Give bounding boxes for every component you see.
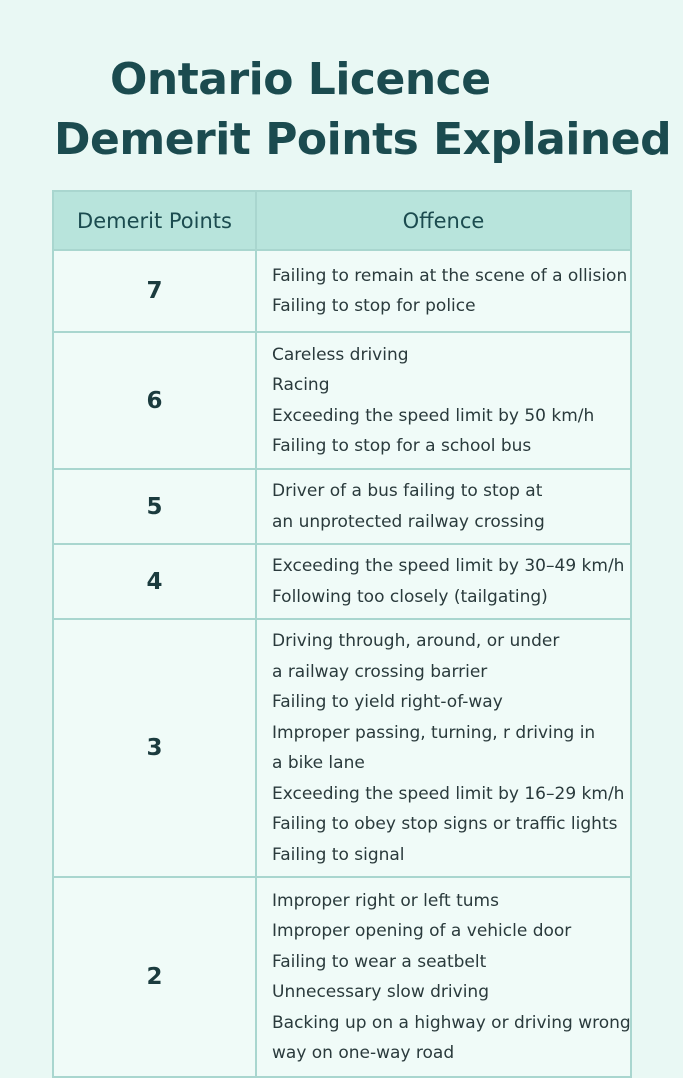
- offence-cell: [256, 544, 631, 619]
- offence-cell: [256, 469, 631, 544]
- offence-cell: [256, 877, 631, 1077]
- points-cell: 4: [53, 544, 256, 619]
- table-row: [53, 469, 631, 544]
- offence-item: Failing to yield right-of-way: [272, 692, 503, 712]
- offence-item: Unnecessary slow driving: [272, 982, 489, 1002]
- offence-item: Failing to remain at the scene of a ollision: [272, 265, 628, 286]
- offence-item: Failing to obey stop signs or traffic lights: [272, 814, 618, 834]
- offence-item: Driver of a bus failing to stop at: [272, 481, 543, 501]
- offence-item: Failing to stop for a school bus: [272, 436, 532, 456]
- offence-item: Exceeding the speed limit by 50 km/h: [272, 405, 595, 426]
- offence-item: Failing to stop for police: [272, 296, 476, 316]
- offence-item: Improper passing, turning, r driving in: [272, 722, 596, 743]
- points-cell: 5: [53, 469, 256, 544]
- table-row: [53, 619, 631, 877]
- points-cell: 2: [53, 877, 256, 1077]
- title-line-2: Demerit Points Explained: [54, 114, 672, 165]
- header-offence: Offence: [256, 191, 631, 250]
- points-cell: 3: [53, 619, 256, 877]
- table-row: [53, 877, 631, 1077]
- offence-item: an unprotected railway crossing: [272, 511, 545, 532]
- offence-item: Following too closely (tailgating): [272, 586, 548, 607]
- offence-item: Careless driving: [272, 344, 409, 365]
- offence-cell: [256, 332, 631, 469]
- offence-item: Exceeding the speed limit by 16–29 km/h: [272, 783, 625, 804]
- offence-item: Driving through, around, or under: [272, 631, 560, 651]
- header-demerit-points: Demerit Points: [53, 191, 256, 250]
- offence-item: Exceeding the speed limit by 30–49 km/h: [272, 556, 625, 576]
- page-title: [0, 50, 683, 170]
- offence-item: Failing to wear a seatbelt: [272, 951, 487, 972]
- table-header-row: [53, 191, 631, 250]
- offence-item: Racing: [272, 375, 330, 395]
- offence-item: a railway crossing barrier: [272, 661, 488, 682]
- offence-item: Failing to signal: [272, 844, 405, 865]
- title-line-1: Ontario Licence: [110, 54, 491, 105]
- offence-item: Improper opening of a vehicle door: [272, 921, 572, 941]
- table-row: [53, 332, 631, 469]
- offence-cell: [256, 619, 631, 877]
- offence-item: Backing up on a highway or driving wrong: [272, 1012, 631, 1033]
- table-row: [53, 544, 631, 619]
- offence-item: way on one-way road: [272, 1043, 455, 1063]
- table-body: [53, 250, 631, 1077]
- demerit-points-table: [52, 190, 632, 1078]
- points-cell: 6: [53, 332, 256, 469]
- offence-item: a bike lane: [272, 753, 365, 773]
- offence-item: Improper right or left tums: [272, 890, 499, 911]
- demerit-table-container: [52, 190, 631, 1063]
- table-row: [53, 250, 631, 332]
- points-cell: 7: [53, 250, 256, 332]
- offence-cell: [256, 250, 631, 332]
